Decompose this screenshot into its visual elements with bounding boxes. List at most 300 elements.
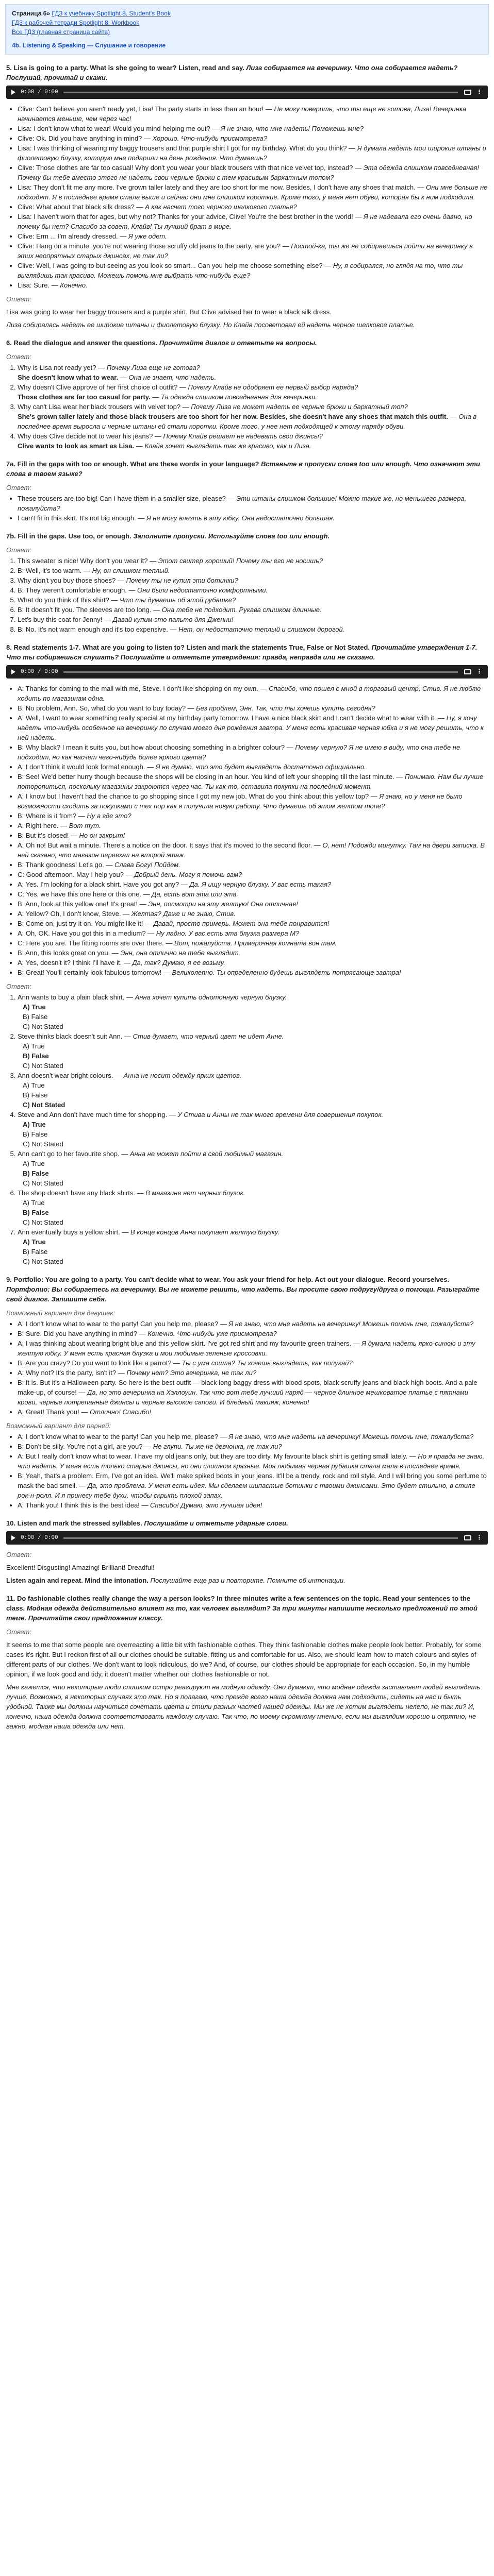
- line-en: A: Right here.: [18, 822, 59, 829]
- option: C) Not Stated: [23, 1140, 63, 1148]
- option: C) Not Stated: [23, 1218, 63, 1226]
- line-en: B: No. It's not warm enough and it's too expensive.: [18, 625, 168, 633]
- line-en: This sweater is nice! Why don't you wear it?: [18, 557, 148, 565]
- audio-time: 0:00 / 0:00: [21, 668, 58, 675]
- ex9-title-ru: Портфолио: Вы собираетесь на вечеринку. Вы не можете решить, что надеть. Вы просите свою подругу/друга о помощи. Разыграйте свой диалог. Запишите себя.: [6, 1285, 480, 1303]
- line-en: A: I was thinking about wearing bright blue and this yellow skirt. I've got red shirt and my favourite green trainers.: [18, 1340, 352, 1347]
- line-ru: Понимаю. Нам бы лучше поторопиться, поскольку магазины закроются через час. Ты как-то, оставила покупки на последний момент.: [18, 773, 484, 790]
- line-en: A: Thank you! I think this is the best idea!: [18, 1501, 140, 1509]
- line-en: Clive: What about that black silk dress?: [18, 203, 135, 211]
- line-ru: Отлично! Спасибо!: [89, 1408, 152, 1416]
- line-ru: Вот тут.: [69, 822, 101, 829]
- option: A) True: [23, 1199, 45, 1207]
- dialogue-line: • B: No problem, Ann. So, what do you want to buy today? — Без проблем, Энн. Так, что ты хочешь купить сегодня?: [18, 703, 488, 713]
- line-en: Let's buy this coat for Jenny!: [18, 616, 103, 623]
- line-ru: Энн, она отлично на тебе выглядит.: [120, 949, 241, 957]
- question: 1. Why is Lisa not ready yet? — Почему Лиза еще не готова?: [18, 364, 200, 371]
- main-content: [0, 63, 494, 1731]
- dialogue-line: • Lisa: They don't fit me any more. I've grown taller lately and they are too short for me now. Besides, I don't have any shoes that match. — Они мне больше не подходят. Я в последнее время стала выше и сейчас они мне слишком короткие. Кроме того, у меня нет обуви, которая бы к ним подходила.: [18, 182, 488, 202]
- dialogue-line: • A: I don't know what to wear to the party! Can you help me, please? — Я не знаю, что мне надеть на вечеринку! Можешь помочь мне, пожалуйста?: [18, 1432, 488, 1442]
- audio-progress-track[interactable]: [63, 1537, 458, 1539]
- dialogue-line: • B: Why black? I mean it suits you, but how about choosing something in a brighter colour? — Почему черную? Я не имею в виду, что она тебе не подходит, но как насчет чего-нибудь более яркого цвета?: [18, 742, 488, 762]
- option: C) Not Stated: [23, 1179, 63, 1187]
- line-en: Clive: Can't believe you aren't ready yet, Lisa! The party starts in less than an hour!: [18, 105, 264, 113]
- more-options-icon[interactable]: ⋮: [476, 668, 483, 675]
- question: 2. Why doesn't Clive approve of her first choice of outfit? — Почему Клайв не одобряет ее первый выбор наряда?: [18, 383, 358, 391]
- line-ru: Я не знаю, что мне надеть на вечеринку! Можешь помочь мне, пожалуйста?: [228, 1433, 474, 1440]
- statement: 2. Steve thinks black doesn't suit Ann. — Стив думает, что черный цвет не идет Анне.: [18, 1032, 284, 1040]
- line-ru: Да, но это вечеринка на Хэллоуин. Так что вот тебе лучший наряд — черное длинное мешковатое платье с пятнами крови, черные потрепанные джинсы и черные высокие сапоги. И бледный макияж, конечно!: [18, 1388, 469, 1406]
- answer-en: Those clothes are far too casual for party.: [18, 393, 151, 401]
- ex10-title: [6, 1518, 488, 1528]
- dialogue-line: • B: Are you crazy? Do you want to look like a parrot? — Ты с ума сошла? Ты хочешь выглядеть, как попугай?: [18, 1358, 488, 1368]
- line-ru: Я не думаю, что это будет выглядеть достаточно официально.: [155, 763, 366, 771]
- line-en: Clive: Erm ... I'm already dressed.: [18, 232, 118, 240]
- line-ru: Она тебе не подходит. Рукава слишком длинные.: [161, 606, 322, 614]
- ex7b-answer-label: Ответ:: [6, 546, 31, 554]
- line-ru: Желтая? Даже и не знаю, Стив.: [131, 910, 236, 918]
- line-ru: Ну, я собирался, но глядя на то, что ты выглядишь так красиво. Можешь помочь мне выбрать что-нибудь еще?: [18, 262, 463, 279]
- line-ru: Постой-ка, ты же не собираешься пойти на вечеринку в этих неопрятных старых джинсах, не так ли?: [18, 242, 473, 260]
- line-en: A: Oh, OK. Have you got this in a medium?: [18, 929, 146, 937]
- tf-question: [18, 1149, 488, 1188]
- question-en: Why can't Lisa wear her black trousers with velvet top?: [18, 403, 181, 411]
- ex10-title-ru: Послушайте и отметьте ударные слоги.: [144, 1519, 288, 1527]
- dialogue-line: • Clive: Erm ... I'm already dressed. — Я уже одет.: [18, 231, 488, 241]
- dialogue-line: • B: Great! You'll certainly look fabulous tomorrow! — Великолепно. Ты определенно будешь выглядеть потрясающе завтра!: [18, 968, 488, 977]
- dialogue-line: • Clive: Hang on a minute, you're not wearing those scruffy old jeans to the party, are you? — Постой-ка, ты же не собираешься пойти на вечеринку в этих неопрятных старых джинсах, не так ли?: [18, 241, 488, 261]
- dialogue-line: • C: Yes, we have this one here or this one. — Да, есть вот эта или эта.: [18, 889, 488, 899]
- line-en: B: They weren't comfortable enough.: [18, 586, 127, 594]
- option: A) True: [23, 1238, 46, 1246]
- line-ru: Да. Я ищу черную блузку. У вас есть такая?: [189, 880, 332, 888]
- dialogue-line: • B: Thank goodness! Let's go. — Слава Богу! Пойдем.: [18, 860, 488, 870]
- line-en: B: Where is it from?: [18, 812, 77, 820]
- dialogue-line: • A: Yes, doesn't it? I think I'll have it. — Да, так? Думаю, я ее возьму.: [18, 958, 488, 968]
- line-ru: Эта одежда слишком повседневная! Почему бы тебе вместо этого не надеть свои черные брюки с тем красивым бархатным топом?: [18, 164, 480, 181]
- ex10-instruction: [6, 1575, 488, 1585]
- question-en: Why is Lisa not ready yet?: [18, 364, 96, 371]
- option: B) False: [23, 1170, 49, 1177]
- line-en: B: Thank goodness! Let's go.: [18, 861, 104, 869]
- more-options-icon[interactable]: ⋮: [476, 1534, 483, 1541]
- dialogue-line: • C: Good afternoon. May I help you? — Добрый день. Могу я помочь вам?: [18, 870, 488, 879]
- ex10-instruction-en: Listen again and repeat. Mind the intonation.: [6, 1577, 149, 1584]
- option: B) False: [23, 1209, 49, 1216]
- line-ru: Вот, пожалуйста. Примерочная комната вон там.: [174, 939, 337, 947]
- line-en: Lisa: I haven't worn that for ages, but why not? Thanks for your advice, Clive! You're the best brother in the world!: [18, 213, 353, 221]
- line-en: I can't fit in this skirt. It's not big enough.: [18, 514, 136, 522]
- statement-ru: У Стива и Анны не так много времени для совершения покупок.: [177, 1111, 384, 1118]
- dialogue-line: • A: Yellow? Oh, I don't know, Steve. — Желтая? Даже и не знаю, Стив.: [18, 909, 488, 919]
- dialogue-line: • Lisa: Sure. — Конечно.: [18, 280, 488, 290]
- line-en: B: Ann, look at this yellow one! It's great!: [18, 900, 138, 908]
- statement-en: Ann eventually buys a yellow shirt.: [18, 1228, 120, 1236]
- dialogue-line: • A: Thanks for coming to the mall with me, Steve. I don't like shopping on my own. — Спасибо, что пошел с мной в торговый центр, Стив. Я не люблю ходить по магазинам одна.: [18, 684, 488, 703]
- line-ru: А как насчет того черного шелкового платья?: [145, 203, 297, 211]
- line-ru: Да, это проблема. У меня есть идея. Мы сделаем шипастые ботинки с твоими джинсами. Это будет стильно, в стиле рок-н-ролл. И я принесу тебе духи, чтобы скрыть плохой запах.: [18, 1482, 475, 1499]
- line-ru: Почему черную? Я не имею в виду, что она тебе не подходит, но как насчет чего-нибудь более яркого цвета?: [18, 743, 460, 761]
- line-ru: Энн, посмотри на эту желтую! Она отличная!: [148, 900, 298, 908]
- volume-icon[interactable]: [464, 90, 471, 95]
- line-en: B: Well, it's too warm.: [18, 567, 82, 574]
- line-ru: Ты с ума сошла? Ты хочешь выглядеть, как попугай?: [182, 1359, 353, 1367]
- dialogue-line: • Clive: Can't believe you aren't ready yet, Lisa! The party starts in less than an hour! — Не могу поверить, что ты еще не готова, Лиза! Вечеринка начинается меньше, чем через час!: [18, 104, 488, 124]
- statement-en: Ann wants to buy a plain black shirt.: [18, 993, 125, 1001]
- dialogue-line: • I can't fit in this skirt. It's not big enough. — Я не могу влезть в эту юбку. Она недостаточно большая.: [18, 513, 488, 523]
- ex7a-answer-label: Ответ:: [6, 484, 31, 492]
- ex11-title-en: 11. Do fashionable clothes really change the way a person looks? In three minutes write a few sentences on the topic. Read your sentences to the class.: [6, 1595, 471, 1612]
- qa-item: [18, 402, 488, 431]
- play-icon[interactable]: [11, 90, 15, 95]
- line-ru: Давай купим это пальто для Дженни!: [112, 616, 234, 623]
- line-en: B: Ann, this looks great on you.: [18, 949, 110, 957]
- line-ru: Я думала надеть ярко-синюю и эту желтую юбку. У меня есть красная блузка и мои любимые зеленые кроссовки.: [18, 1340, 475, 1357]
- statement-en: Ann doesn't wear bright colours.: [18, 1072, 113, 1079]
- audio-time: 0:00 / 0:00: [21, 1534, 58, 1541]
- question-en: Why doesn't Clive approve of her first choice of outfit?: [18, 383, 178, 391]
- page: [0, 4, 494, 1731]
- option: C) Not Stated: [23, 1062, 63, 1070]
- option: A) True: [23, 1121, 46, 1128]
- dialogue-line: • B: Yeah, that's a problem. Erm, I've got an idea. We'll make spiked boots in your jeans. It'll be a trendy, rock and roll style. And I will bring you some perfume to mask the bad smell. — Да, это проблема. У меня есть идея. Мы сделаем шипастые ботинки с твоими джинсами. Это будет стильно, в стиле рок-н-ролл. И я принесу тебе духи, чтобы скрыть плохой запах.: [18, 1471, 488, 1500]
- dialogue-line: • B: Come on, just try it on. You might like it! — Давай, просто примерь. Может она тебе понравится!: [18, 919, 488, 928]
- line-ru: Но я правда не знаю, что надеть. У меня есть только старые джинсы, но они слишком грязные. Моя любимая черная рубашка стала мала в последнее время.: [18, 1452, 485, 1470]
- statement-ru: В магазине нет черных блузок.: [145, 1189, 245, 1197]
- option: B) False: [23, 1248, 48, 1256]
- answer-en: Clive wants to look as smart as Lisa.: [18, 442, 135, 450]
- dialogue-line: • B: Ann, this looks great on you. — Энн, она отлично на тебе выглядит.: [18, 948, 488, 958]
- dialogue-line: • C: Here you are. The fitting rooms are over there. — Вот, пожалуйста. Примерочная комната вон там.: [18, 938, 488, 948]
- statement: 1. Ann wants to buy a plain black shirt. — Анна хочет купить однотонную черную блузку.: [18, 993, 287, 1001]
- line-en: Lisa: Sure.: [18, 281, 50, 289]
- audio-progress-track[interactable]: [63, 671, 458, 673]
- line-ru: Конечно.: [60, 281, 88, 289]
- statement: 7. Ann eventually buys a yellow shirt. — В конце концов Анна покупает желтую блузку.: [18, 1228, 280, 1236]
- ex7a-title-en: 7a. Fill in the gaps with too or enough. What are these words in your language?: [6, 460, 259, 468]
- dialogue-line: • Lisa: I haven't worn that for ages, but why not? Thanks for your advice, Clive! You're the best brother in the world! — Я не надевала его очень давно, но почему бы нет? Спасибо за совет, Клайв! Ты лучший брат в мире.: [18, 212, 488, 231]
- nav-link-students-book[interactable]: ГДЗ к учебнику Spotlight 8. Student's Book: [52, 10, 171, 17]
- dialogue-line: • These trousers are too big! Can I have them in a smaller size, please? — Эти штаны слишком большие! Можно такие же, но меньшего размера, пожалуйста?: [18, 494, 488, 513]
- answer: Those clothes are far too casual for party. — Та одежда слишком повседневная для вечеринки.: [18, 393, 318, 401]
- play-icon[interactable]: [11, 1535, 15, 1540]
- option: A) True: [23, 1160, 45, 1167]
- dialogue-line: • B: But it's closed! — Но он закрыт!: [18, 831, 488, 840]
- ex5-answer-en: Lisa was going to wear her baggy trousers and a purple shirt. But Clive advised her to wear a black silk dress.: [6, 308, 332, 316]
- dialogue-line: • A: I don't know what to wear to the party! Can you help me, please? — Я не знаю, что мне надеть на вечеринку! Можешь помочь мне, пожалуйста?: [18, 1319, 488, 1329]
- dialogue-line: • Clive: Those clothes are far too casual! Why don't you wear your black trousers with that nice velvet top, instead? — Эта одежда слишком повседневная! Почему бы тебе вместо этого не надеть свои черные брюки с тем красивым бархатным топом?: [18, 163, 488, 182]
- tf-question: [18, 1110, 488, 1149]
- question-ru: Почему Лиза не может надеть ее черные брюки и бархатный топ?: [191, 403, 408, 411]
- line-ru: Спасибо, что пошел с мной в торговый центр, Стив. Я не люблю ходить по магазинам одна.: [18, 685, 481, 702]
- ex5-answer-label: Ответ:: [6, 295, 31, 303]
- line-en: A: But I really don't know what to wear. I have my old jeans only, but they are too dirty. My favourite black shirt is getting small lately.: [18, 1452, 408, 1460]
- option: B) False: [23, 1130, 48, 1138]
- list-item: 4. B: They weren't comfortable enough. — Они были недостаточно комфортными.: [18, 585, 488, 595]
- qa-item: [18, 382, 488, 402]
- line-en: A: Oh no! But wait a minute. There's a notice on the door. It says that it's moved to the second floor.: [18, 841, 312, 849]
- line-en: A: Yes, doesn't it? I think I'll have it.: [18, 959, 122, 967]
- ex11-title-ru: Модная одежда действительно влияет на то, как человек выглядит? За три минуты напишите несколько предложений по этой теме. Прочитайте свои предложения классу.: [6, 1604, 477, 1622]
- play-icon[interactable]: [11, 669, 15, 674]
- ex10-title-en: 10. Listen and mark the stressed syllables.: [6, 1519, 142, 1527]
- dialogue-line: • Clive: Ok. Did you have anything in mind? — Хорошо. Что-нибудь присмотрела?: [18, 133, 488, 143]
- tf-question: [18, 1188, 488, 1227]
- line-en: B: Are you crazy? Do you want to look like a parrot?: [18, 1359, 172, 1367]
- dialogue-line: • Clive: What about that black silk dress? — А как насчет того черного шелкового платья?: [18, 202, 488, 212]
- dialogue-line: • A: I was thinking about wearing bright blue and this yellow skirt. I've got red shirt and my favourite green trainers. — Я думала надеть ярко-синюю и эту желтую юбку. У меня есть красная блузка и мои любимые зеленые кроссовки.: [18, 1338, 488, 1358]
- tf-question: [18, 1227, 488, 1266]
- line-ru: Я знаю, но у меня не было возможности сходить за покупками с тех пор как я получила новую работу. Что думаешь об этом желтом топе?: [18, 792, 463, 810]
- dialogue-line: • Lisa: I was thinking of wearing my baggy trousers and that purple shirt I got for my birthday. What do you think? — Я думала надеть мои широкие штаны и фиолетовую блузку, которую мне подарили на день рождения. Что думаешь?: [18, 143, 488, 163]
- line-en: B: It doesn't fit you. The sleeves are too long.: [18, 606, 152, 614]
- line-en: A: Well, I want to wear something really special at my birthday party tomorrow. I have a nice black skirt and I can't decide what to wear with it.: [18, 714, 436, 722]
- line-ru: Ну а где это?: [87, 812, 131, 820]
- question: 3. Why can't Lisa wear her black trousers with velvet top? — Почему Лиза не может надеть ее черные брюки и бархатный топ?: [18, 403, 408, 411]
- tf-question: [18, 1031, 488, 1071]
- answer: She's grown taller lately and those black trousers are too short for her now. Besides, she doesn't have any shoes that match this outfit. — Она в последнее время выросла и черные штаны ей стали коротки. Кроме того, у нее нет подходящей к этому наряду обуви.: [18, 413, 477, 430]
- dialogue-line: • A: Thank you! I think this is the best idea! — Спасибо! Думаю, это лучшая идея!: [18, 1500, 488, 1510]
- dialogue-line: • B: It is. But it's a Halloween party. So here is the best outfit — black long baggy dress with blood spots, black scruffy jeans and black high boots. And a pale make-up, of course! — Да, но это вечеринка на Хэллоуин. Так что вот тебе лучший наряд — черное длинное мешковатое платье с пятнами крови, черные потрепанные джинсы и черные высокие сапоги. И бледный макияж, конечно!: [18, 1378, 488, 1407]
- line-en: A: Thanks for coming to the mall with me, Steve. I don't like shopping on my own.: [18, 685, 258, 692]
- dialogue-line: • A: Right here. — Вот тут.: [18, 821, 488, 831]
- line-ru: Да, так? Думаю, я ее возьму.: [132, 959, 226, 967]
- ex8-questions: [6, 992, 488, 1266]
- answer: Clive wants to look as smart as Lisa. — Клайв хочет выглядеть так же красиво, как и Лиза.: [18, 442, 311, 450]
- line-en: These trousers are too big! Can I have them in a smaller size, please?: [18, 495, 226, 502]
- audio-time: 0:00 / 0:00: [21, 89, 58, 95]
- line-ru: Я не знаю, что мне надеть! Поможешь мне?: [220, 125, 364, 132]
- statement: 6. The shop doesn't have any black shirts. — В магазине нет черных блузок.: [18, 1189, 245, 1197]
- line-ru: Ну, я хочу надеть что-нибудь особенное на вечеринку по случаю моего дня рождения завтра. У меня есть красивая черная юбка и я не могу решить, что к ней надеть.: [18, 714, 484, 741]
- line-ru: Слава Богу! Пойдем.: [114, 861, 180, 869]
- line-ru: Почему нет? Это вечеринка, не так ли?: [126, 1369, 257, 1377]
- dialogue-line: • A: Oh no! But wait a minute. There's a notice on the door. It says that it's moved to the second floor. — О, нет! Подожди минутку. Там на двери записка. В ней сказано, что магазин переехал на второй этаж.: [18, 840, 488, 860]
- line-ru: Не могу поверить, что ты еще не готова, Лиза! Вечеринка начинается меньше, чем через час!: [18, 105, 467, 123]
- statement-ru: Анна не носит одежду ярких цветов.: [123, 1072, 242, 1079]
- ex9-title-en: 9. Portfolio: You are going to a party. You can't decide what to wear. You ask your friend for help. Act out your dialogue. Record yourselves.: [6, 1276, 450, 1283]
- line-en: A: Yellow? Oh, I don't know, Steve.: [18, 910, 121, 918]
- option: A) True: [23, 1042, 45, 1050]
- statement-en: The shop doesn't have any black shirts.: [18, 1189, 135, 1197]
- line-en: B: See! We'd better hurry though because the shops will be closing in an hour. You kind of left your shopping till the last minute.: [18, 773, 394, 781]
- ex7a-list: [6, 494, 488, 523]
- line-en: Why didn't you buy those shoes?: [18, 577, 116, 584]
- line-ru: Да, есть вот эта или эта.: [152, 890, 239, 898]
- ex7b-list: [6, 556, 488, 634]
- answer-ru: Клайв хочет выглядеть так же красиво, как и Лиза.: [144, 442, 311, 450]
- ex5-title: [6, 63, 488, 82]
- ex8-title-ru: Прочитайте утверждения 1-7. Что ты собираешься слушать? Послушайте и отметьте утверждения: правда, неправда или не сказано.: [6, 643, 477, 661]
- option: A) True: [23, 1003, 46, 1011]
- ex6-title-en: 6. Read the dialogue and answer the questions.: [6, 339, 158, 347]
- statement: 3. Ann doesn't wear bright colours. — Анна не носит одежду ярких цветов.: [18, 1072, 242, 1079]
- ex7b-title: [6, 531, 488, 541]
- ex6-answer-label: Ответ:: [6, 353, 31, 361]
- line-en: A: Yes. I'm looking for a black shirt. Have you got any?: [18, 880, 179, 888]
- dialogue-line: • Clive: Well, I was going to but seeing as you look so smart... Can you help me choose something else? — Ну, я собирался, но глядя на то, что ты выглядишь так красиво. Можешь помочь мне выбрать что-нибудь еще?: [18, 261, 488, 280]
- line-en: C: Yes, we have this one here or this one.: [18, 890, 141, 898]
- option: C) Not Stated: [23, 1023, 63, 1030]
- line-en: A: I don't think it would look formal enough.: [18, 763, 145, 771]
- line-en: Lisa: They don't fit me any more. I've grown taller lately and they are too short for me now. Besides, I don't have any shoes that match.: [18, 183, 416, 191]
- line-en: C: Good afternoon. May I help you?: [18, 871, 124, 878]
- line-ru: Спасибо! Думаю, это лучшая идея!: [150, 1501, 262, 1509]
- ex8-title: [6, 642, 488, 662]
- line-en: A: I don't know what to wear to the party! Can you help me, please?: [18, 1433, 219, 1440]
- nav-label: Страница 6»: [12, 10, 51, 17]
- ex9-variant2: [6, 1432, 488, 1510]
- dialogue-line: • B: Sure. Did you have anything in mind? — Конечно. Что-нибудь уже присмотрела?: [18, 1329, 488, 1338]
- line-ru: Ну ладно. У вас есть эта блузка размера M?: [156, 929, 300, 937]
- list-item: 7. Let's buy this coat for Jenny! — Давай купим это пальто для Дженни!: [18, 615, 488, 624]
- dialogue-line: • A: Great! Thank you! — Отлично! Спасибо!: [18, 1407, 488, 1417]
- ex6-title-ru: Прочитайте диалог и ответьте на вопросы.: [159, 339, 317, 347]
- line-en: Clive: Ok. Did you have anything in mind?: [18, 134, 142, 142]
- option: C) Not Stated: [23, 1258, 63, 1265]
- ex7a-title: [6, 459, 488, 479]
- more-options-icon[interactable]: ⋮: [476, 89, 483, 95]
- statement-ru: В конце концов Анна покупает желтую блузку.: [130, 1228, 280, 1236]
- volume-icon[interactable]: [464, 1535, 471, 1540]
- line-ru: Я не знаю, что мне надеть на вечеринку! Можешь помочь мне, пожалуйста?: [228, 1320, 474, 1328]
- statement-en: Ann can't go to her favourite shop.: [18, 1150, 120, 1158]
- dialogue-line: • A: But I really don't know what to wear. I have my old jeans only, but they are too dirty. My favourite black shirt is getting small lately. — Но я правда не знаю, что надеть. У меня есть только старые джинсы, но они слишком грязные. Моя любимая черная рубашка стала мала в последнее время.: [18, 1451, 488, 1471]
- ex9-title: [6, 1275, 488, 1304]
- line-en: B: Yeah, that's a problem. Erm, I've got an idea. We'll make spiked boots in your jeans. It'll be a trendy, rock and roll style. And I will bring you some perfume to mask the bad smell.: [18, 1472, 487, 1489]
- dialogue-line: • B: See! We'd better hurry though because the shops will be closing in an hour. You kind of left your shopping till the last minute. — Понимаю. Нам бы лучше поторопиться, поскольку магазины закроются через час. Ты как-то, оставила покупки на последний момент.: [18, 772, 488, 791]
- line-en: A: I don't know what to wear to the party! Can you help me, please?: [18, 1320, 219, 1328]
- line-ru: Я не могу влезть в эту юбку. Она недостаточно большая.: [146, 514, 335, 522]
- ex5-dialogue: [6, 104, 488, 290]
- qa-item: [18, 363, 488, 382]
- line-en: Clive: Well, I was going to but seeing as you look so smart... Can you help me choose something else?: [18, 262, 323, 269]
- line-en: Lisa: I don't know what to wear! Would you mind helping me out?: [18, 125, 210, 132]
- volume-icon[interactable]: [464, 669, 471, 674]
- line-en: A: Great! Thank you!: [18, 1408, 79, 1416]
- list-item: 6. B: It doesn't fit you. The sleeves are too long. — Она тебе не подходит. Рукава слишком длинные.: [18, 605, 488, 615]
- section-title: 4b. Listening & Speaking — Слушание и говорение: [12, 42, 166, 49]
- tf-question: [18, 1071, 488, 1110]
- audio-player-ex10[interactable]: [6, 1531, 488, 1545]
- question-ru: Почему Клайв не одобряет ее первый выбор наряда?: [188, 383, 358, 391]
- line-en: B: It is. But it's a Halloween party. So here is the best outfit — black long baggy dress with blood spots, black scruffy jeans and black high boots. And a pale make-up, of course!: [18, 1379, 477, 1396]
- line-ru: Я уже одет.: [128, 232, 167, 240]
- ex11-answer-label: Ответ:: [6, 1628, 31, 1636]
- ex6-list: [6, 363, 488, 451]
- line-ru: Эти штаны слишком большие! Можно такие же, но меньшего размера, пожалуйста?: [18, 495, 467, 512]
- statement-en: Steve thinks black doesn't suit Ann.: [18, 1032, 123, 1040]
- line-ru: Конечно. Что-нибудь уже присмотрела?: [147, 1330, 277, 1337]
- option: B) False: [23, 1013, 48, 1021]
- line-ru: Без проблем, Энн. Так, что ты хочешь купить сегодня?: [196, 704, 375, 712]
- line-en: Clive: Hang on a minute, you're not wearing those scruffy old jeans to the party, are you?: [18, 242, 281, 250]
- ex8-answer-label: Ответ:: [6, 982, 31, 990]
- line-ru: Что ты думаешь об этой рубашке?: [120, 596, 236, 604]
- option: B) False: [23, 1091, 48, 1099]
- statement-en: Steve and Ann don't have much time for shopping.: [18, 1111, 168, 1118]
- line-en: C: Here you are. The fitting rooms are over there.: [18, 939, 164, 947]
- ex8-title-en: 8. Read statements 1-7. What are you going to listen to? Listen and mark the statements True, False or Not Stated.: [6, 643, 370, 651]
- option: B) False: [23, 1052, 49, 1060]
- dialogue-line: • B: Where is it from? — Ну а где это?: [18, 811, 488, 821]
- nav-link-workbook[interactable]: ГДЗ к рабочей тетради Spotlight 8. Workbook: [12, 19, 140, 26]
- line-ru: Но он закрыт!: [79, 832, 125, 839]
- dialogue-line: • A: I don't think it would look formal enough. — Я не думаю, что это будет выглядеть достаточно официально.: [18, 762, 488, 772]
- answer-en: She's grown taller lately and those black trousers are too short for her now. Besides, she doesn't have any shoes that match this outfit.: [18, 413, 449, 420]
- line-ru: Почему ты не купил эти ботинки?: [126, 577, 238, 584]
- answer-en: She doesn't know what to wear.: [18, 374, 119, 381]
- line-en: B: No problem, Ann. So, what do you want to buy today?: [18, 704, 186, 712]
- ex11-answer-ru: Мне кажется, что некоторые люди слишком остро реагируют на модную одежду. Они думают, что модная одежда заставляет людей выглядеть лучше. Возможно, в некоторых случаях это так. Но я полагаю, что прежде всего наша одежда должна нам подходить, сидеть на нас и быть удобной. Также мы должны научиться сочетать цвета и стили разных частей нашей одежды. Мы же не хотим выглядеть нелепо, не так ли? И, конечно, наша одежда должна соответствовать каждому случаю. Так что, по моему скромному мнению, если мы выглядим хорошо и опрятно, не важно, модная наша одежда или нет.: [6, 1683, 481, 1730]
- audio-progress-track[interactable]: [63, 92, 458, 93]
- answer-ru: Она в последнее время выросла и черные штаны ей стали коротки. Кроме того, у нее нет подходящей к этому наряду обуви.: [18, 413, 477, 430]
- nav-link-home[interactable]: Все ГДЗ (главная страница сайта): [12, 28, 110, 36]
- line-ru: Они были недостаточно комфортными.: [137, 586, 268, 594]
- line-en: B: Why black? I mean it suits you, but how about choosing something in a brighter colour?: [18, 743, 285, 751]
- question-ru: Почему Лиза еще не готова?: [106, 364, 200, 371]
- dialogue-line: • A: Yes. I'm looking for a black shirt. Have you got any? — Да. Я ищу черную блузку. У вас есть такая?: [18, 879, 488, 889]
- line-en: A: Why not? It's the party, isn't it?: [18, 1369, 117, 1377]
- ex5-title-en: 5. Lisa is going to a party. What is she going to wear? Listen, read and say.: [6, 64, 244, 72]
- line-ru: Не глупи. Ты же не девчонка, не так ли?: [153, 1443, 282, 1450]
- ex10-answer-label: Ответ:: [6, 1551, 31, 1558]
- ex9-variant2-label: Возможный вариант для парней:: [6, 1422, 111, 1430]
- ex10-instruction-ru: Послушайте еще раз и повторите. Помните об интонации.: [150, 1577, 345, 1584]
- audio-player-ex5[interactable]: [6, 86, 488, 99]
- list-item: 8. B: No. It's not warm enough and it's too expensive. — Нет, он недостаточно теплый и слишком дорогой.: [18, 624, 488, 634]
- line-en: B: Don't be silly. You're not a girl, are you?: [18, 1443, 143, 1450]
- line-en: Clive: Those clothes are far too casual! Why don't you wear your black trousers with that nice velvet top, instead?: [18, 164, 353, 172]
- line-ru: О, нет! Подожди минутку. Там на двери записка. В ней сказано, что магазин переехал на второй этаж.: [18, 841, 485, 859]
- line-ru: Давай, просто примерь. Может она тебе понравится!: [153, 920, 330, 927]
- list-item: 1. This sweater is nice! Why don't you wear it? — Этот свитер хороший! Почему ты его не носишь?: [18, 556, 488, 566]
- list-item: 3. Why didn't you buy those shoes? — Почему ты не купил эти ботинки?: [18, 575, 488, 585]
- ex10-words: Excellent! Disgusting! Amazing! Brilliant! Dreadful!: [6, 1564, 155, 1571]
- line-ru: Добрый день. Могу я помочь вам?: [134, 871, 242, 878]
- dialogue-line: • A: Oh, OK. Have you got this in a medium? — Ну ладно. У вас есть эта блузка размера M?: [18, 928, 488, 938]
- answer-ru: Она не знает, что надеть.: [128, 374, 217, 381]
- answer: She doesn't know what to wear. — Она не знает, что надеть.: [18, 374, 217, 381]
- ex7a-title-ru: Вставьте в пропуски слова too или enough. Что означают эти слова в твоем языке?: [6, 460, 480, 478]
- list-item: 2. B: Well, it's too warm. — Ну, он слишком теплый.: [18, 566, 488, 575]
- statement-ru: Стив думает, что черный цвет не идет Анне.: [133, 1032, 284, 1040]
- dialogue-line: • A: Why not? It's the party, isn't it? — Почему нет? Это вечеринка, не так ли?: [18, 1368, 488, 1378]
- question: 4. Why does Clive decide not to wear his jeans? — Почему Клайв решает не надевать свои джинсы?: [18, 432, 323, 440]
- ex5-answer-ru: Лиза собиралась надеть ее широкие штаны и фиолетовую блузку. Но Клайв посоветовал ей надеть черное шелковое платье.: [6, 321, 415, 329]
- ex11-answer-en: It seems to me that some people are overreacting a little bit with fashionable clothes. They think fashionable clothes make people look better. Probably, for some cases it's right. But I reckon first of all our clothes should be suitable, fitting us and comfortable for us. Also, we should learn how to match colours and styles of different parts of our clothes. We don't want to look ridiculous, do we? And, of course, our clothes should be appropriate for each occasion. So, in my humble opinion, if we look good and tidy, it doesn't matter whether our clothes fashionable or not.: [6, 1641, 482, 1678]
- line-en: B: But it's closed!: [18, 832, 69, 839]
- option: C) Not Stated: [23, 1101, 65, 1109]
- question-en: Why does Clive decide not to wear his jeans?: [18, 432, 153, 440]
- dialogue-line: • Lisa: I don't know what to wear! Would you mind helping me out? — Я не знаю, что мне надеть! Поможешь мне?: [18, 124, 488, 133]
- statement-ru: Анна не может пойти в свой любимый магазин.: [129, 1150, 284, 1158]
- line-ru: Ну, он слишком теплый.: [92, 567, 170, 574]
- dialogue-line: • B: Don't be silly. You're not a girl, are you? — Не глупи. Ты же не девчонка, не так ли?: [18, 1442, 488, 1451]
- statement-ru: Анна хочет купить однотонную черную блузку.: [135, 993, 287, 1001]
- statement: 4. Steve and Ann don't have much time for shopping. — У Стива и Анны не так много времени для совершения покупок.: [18, 1111, 384, 1118]
- ex11-title: [6, 1594, 488, 1623]
- line-ru: Хорошо. Что-нибудь присмотрела?: [152, 134, 268, 142]
- dialogue-line: • B: Ann, look at this yellow one! It's great! — Энн, посмотри на эту желтую! Она отличная!: [18, 899, 488, 909]
- audio-player-ex8[interactable]: [6, 665, 488, 679]
- ex6-title: [6, 338, 488, 348]
- dialogue-line: • A: Well, I want to wear something really special at my birthday party tomorrow. I have a nice black skirt and I can't decide what to wear with it. — Ну, я хочу надеть что-нибудь особенное на вечеринку по случаю моего дня рождения завтра. У меня есть красивая черная юбка и я не могу решить, что к ней надеть.: [18, 713, 488, 742]
- ex9-variant1-label: Возможный вариант для девушек:: [6, 1309, 116, 1317]
- dialogue-line: • A: I know but I haven't had the chance to go shopping since I got my new job. What do you think about this yellow top? — Я знаю, но у меня не было возможности сходить за покупками с тех пор как я получила новую работу. Что думаешь об этом желтом топе?: [18, 791, 488, 811]
- line-ru: Этот свитер хороший! Почему ты его не носишь?: [158, 557, 323, 565]
- question-ru: Почему Клайв решает не надевать свои джинсы?: [163, 432, 323, 440]
